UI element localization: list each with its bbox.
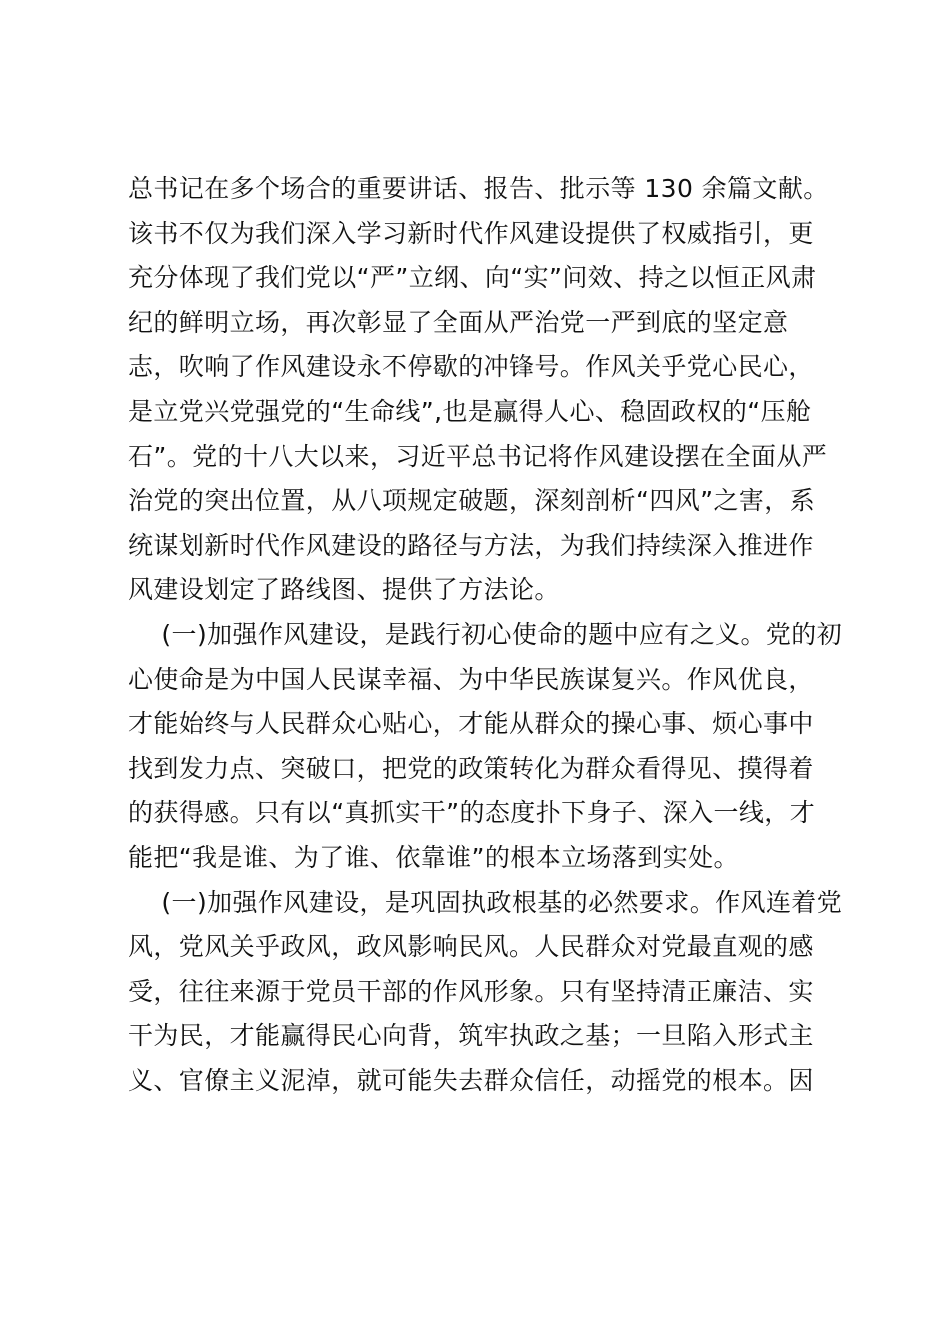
body-text (128, 167, 843, 1103)
text-line: 风，党风关乎政风，政风影响民风。人民群众对党最直观的感 (128, 932, 814, 962)
text-line: 统谋划新时代作风建设的路径与方法，为我们持续深入推进作 (128, 530, 814, 560)
text-line: 纪的鲜明立场，再次彰显了全面从严治党一严到底的坚定意 (128, 307, 789, 337)
paragraph-heading-line: (一)加强作风建设，是践行初心使命的题中应有之义。党的初 (128, 619, 843, 649)
text-line: 总书记在多个场合的重要讲话、报告、批示等 130 余篇文献。 (128, 174, 829, 203)
text-line: 该书不仅为我们深入学习新时代作风建设提供了权威指引，更 (128, 218, 814, 248)
text-line: 石”。党的十八大以来，习近平总书记将作风建设摆在全面从严 (128, 441, 828, 471)
text-line: 心使命是为中国人民谋幸福、为中华民族谋复兴。作风优良， (128, 664, 814, 694)
paragraph-heading-line: (一)加强作风建设，是巩固执政根基的必然要求。作风连着党 (128, 887, 843, 917)
text-line: 治党的突出位置，从八项规定破题，深刻剖析“四风”之害，系 (128, 486, 816, 516)
text-line: 义、官僚主义泥淖，就可能失去群众信任，动摇党的根本。因 (128, 1065, 814, 1095)
text-line: 充分体现了我们党以“严”立纲、向“实”问效、持之以恒正风肃 (128, 263, 817, 293)
text-line: 找到发力点、突破口，把党的政策转化为群众看得见、摸得着 (128, 753, 814, 783)
text-line: 受，往往来源于党员干部的作风形象。只有坚持清正廉洁、实 (128, 976, 814, 1006)
text-line: 是立党兴党强党的“生命线”,也是赢得人心、稳固政权的“压舱 (128, 396, 812, 426)
text-line: 风建设划定了路线图、提供了方法论。 (128, 575, 560, 605)
text-line: 才能始终与人民群众心贴心，才能从群众的操心事、烦心事中 (128, 709, 814, 739)
text-line: 能把“我是谁、为了谁、依靠谁”的根本立场落到实处。 (128, 842, 739, 872)
text-line: 的获得感。只有以“真抓实干”的态度扑下身子、深入一线，才 (128, 798, 816, 828)
text-line: 干为民，才能赢得民心向背，筑牢执政之基；一旦陷入形式主 (128, 1021, 814, 1051)
text-line: 志，吹响了作风建设永不停歇的冲锋号。作风关乎党心民心， (128, 352, 814, 382)
